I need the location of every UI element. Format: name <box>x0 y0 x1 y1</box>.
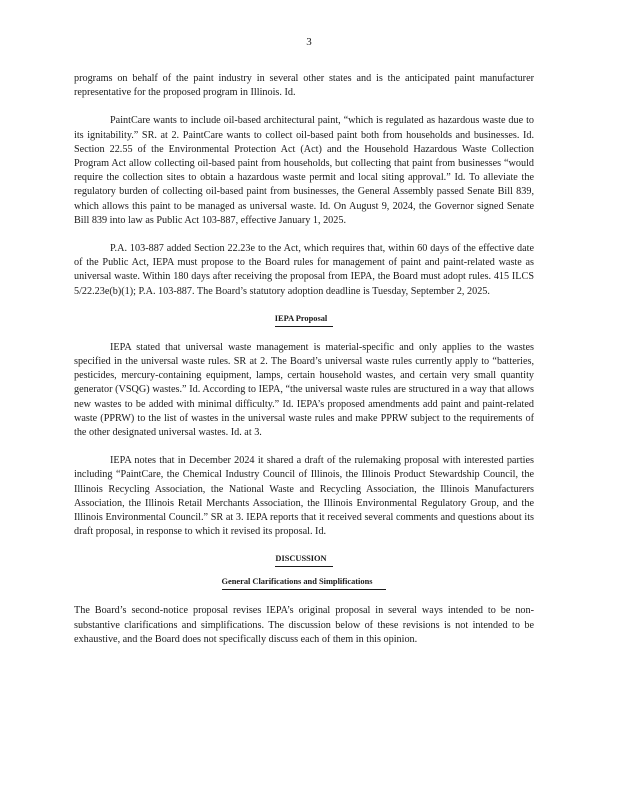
heading-iepa-proposal: IEPA Proposal <box>74 313 534 327</box>
paragraph-second-notice: The Board’s second-notice proposal revises IEPA’s original proposal in several ways intended to be non-substantive clarifications and simplifications. The discussion below of these revisions is not intended to be exhaustive, and the Board does not specifically discuss each of them in this opinion. <box>74 605 534 645</box>
heading-discussion: DISCUSSION <box>74 553 534 567</box>
paragraph-draft-shared: IEPA notes that in December 2024 it shared a draft of the rulemaking proposal with interested parties including “PaintCare, the Chemical Industry Council of Illinois, the Illinois Product Stewardship Council, the Illinois Recycling Association, the National Waste and Recycling Association, the Illinois Manufacturers Association, the Illinois Retail Merchants Association, the Illinois Environmental Regulatory Group, and the Illinois Environmental Council.” SR at 3. IEPA reports that it received several comments and questions about its draft proposal, in response to which it revised its proposal. Id. <box>74 455 534 538</box>
document-body <box>74 72 534 647</box>
paragraph-public-act: P.A. 103-887 added Section 22.23e to the Act, which requires that, within 60 days of the effective date of the Public Act, IEPA must propose to the Board rules for management of paint and paint-related waste as universal waste. Within 180 days after receiving the proposal from IEPA, the Board must adopt rules. 415 ILCS 5/22.23e(b)(1); P.A. 103-887. The Board’s statutory adoption deadline is Tuesday, September 2, 2025. <box>74 243 534 297</box>
paragraph-continued: programs on behalf of the paint industry in several other states and is the anticipated paint manufacturer representative for the proposed program in Illinois. Id. <box>74 73 534 99</box>
page-number: 3 <box>306 36 312 48</box>
paragraph-universal-waste: IEPA stated that universal waste management is material-specific and only applies to the wastes specified in the universal waste rules. SR at 2. The Board’s universal waste rules currently apply to “batteries, pesticides, mercury-containing equipment, lamps, certain household wastes, and certain very small quantity generator (VSQG) wastes.” Id. According to IEPA, “the universal waste rules are structured in a way that allows new wastes to be added with minimal difficulty.” Id. IEPA’s proposed amendments add paint and paint-related waste (PPRW) to the list of wastes in the universal waste rules and make PPRW subject to the requirements of the other designated universal wastes. Id. at 3. <box>74 341 534 439</box>
heading-general-clarifications: General Clarifications and Simplifications <box>74 576 534 590</box>
paragraph-paintcare: PaintCare wants to include oil-based architectural paint, “which is regulated as hazardous waste due to its ignitability.” SR. at 2. PaintCare wants to collect oil-based paint both from households and businesses. Id. Section 22.55 of the Environmental Protection Act (Act) and the Household Hazardous Waste Collection Program Act allow collecting oil-based paint from households, but collecting that paint from businesses “would require the collection sites to obtain a hazardous waste permit and local siting approval.” Id. To alleviate the regulatory burden of collecting oil-based paint from businesses, the General Assembly passed Senate Bill 839, which allows this paint to be managed as universal waste. Id. On August 9, 2024, the Governor signed Senate Bill 839 into law as Public Act 103-887, effective January 1, 2025. <box>74 115 534 226</box>
